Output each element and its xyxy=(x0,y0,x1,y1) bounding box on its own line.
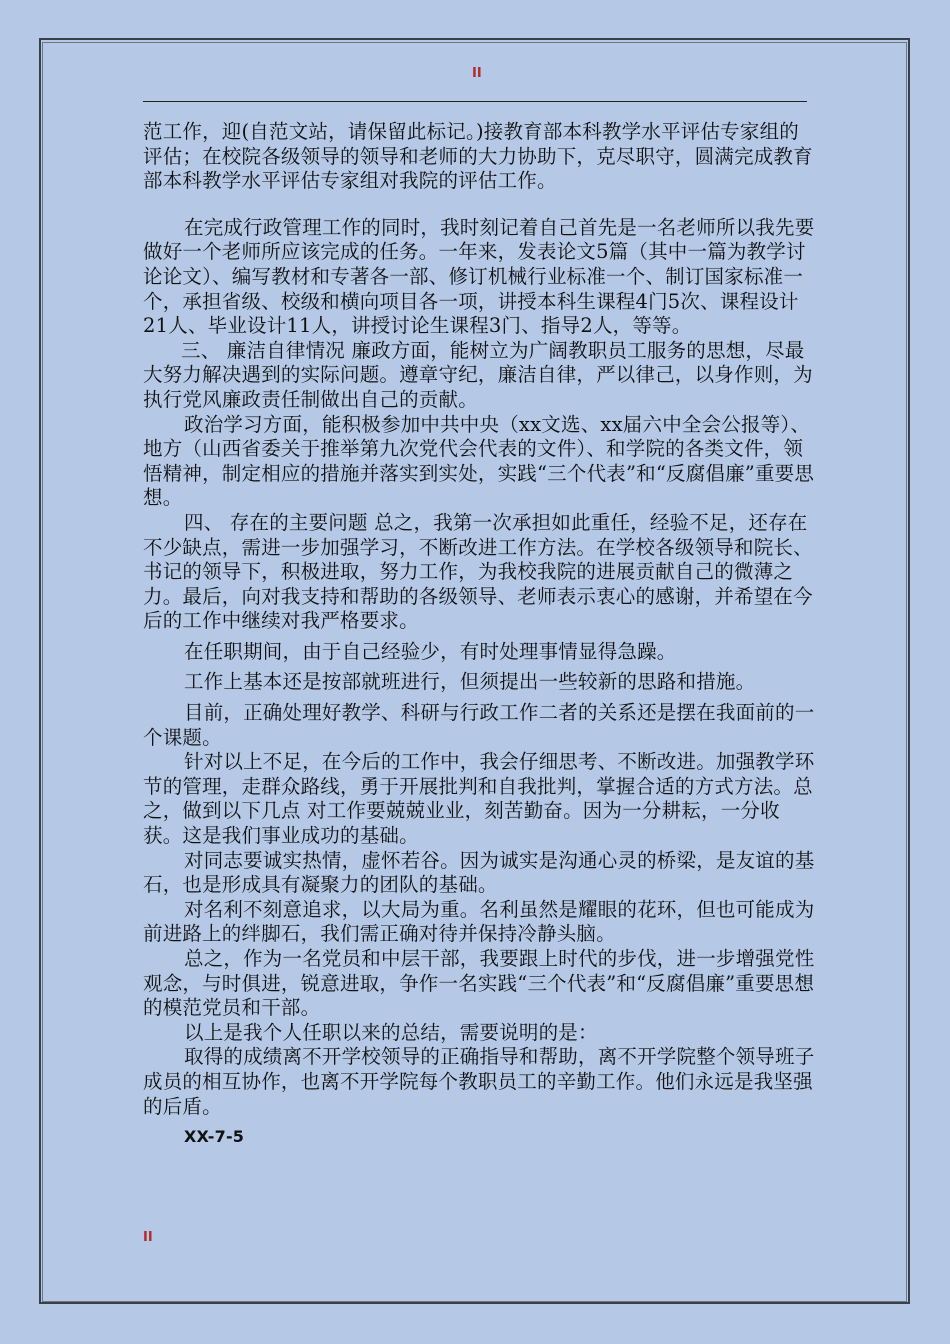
paragraph: 三、 廉洁自律情况 廉政方面，能树立为广阔教职员工服务的思想，尽最大努力解决遇到的实际问题。遵章守纪，廉洁自律，严以律己，以身作则，为执行党风廉政责任制做出自己的贡献。 xyxy=(143,338,813,411)
paragraph: 四、 存在的主要问题 总之，我第一次承担如此重任，经验不足，还存在不少缺点，需进一步加强学习，不断改进工作方法。在学校各级领导和院长、书记的领导下，积极进取，努力工作，为我校我院的进展贡献自己的微薄之力。最后，向对我支持和帮助的各级领导、老师表示衷心的感谢，并希望在今后的工作中继续对我严格要求。 xyxy=(143,510,813,633)
header-rule xyxy=(143,101,807,102)
document-page xyxy=(143,60,815,1260)
paragraph: 对名利不刻意追求，以大局为重。名利虽然是耀眼的花环，但也可能成为前进路上的绊脚石，我们需正确对待并保持冷静头脑。 xyxy=(143,897,815,946)
paragraph: 对同志要诚实热情，虚怀若谷。因为诚实是沟通心灵的桥梁，是友谊的基石，也是形成具有凝聚力的团队的基础。 xyxy=(143,848,815,897)
footer-mark: II xyxy=(143,1230,153,1245)
paragraph: 在任职期间，由于自己经验少，有时处理事情显得急躁。 xyxy=(184,639,677,663)
paragraph: 在完成行政管理工作的同时，我时刻记着自己首先是一名老师所以我先要做好一个老师所应该完成的任务。一年来，发表论文5篇（其中一篇为教学讨论论文）、编写教材和专著各一部、修订机械行业标准一个、制订国家标准一个，承担省级、校级和横向项目各一项，讲授本科生课程4门5次、课程设计21人、毕业设计11人，讲授讨论生课程3门、指导2人，等等。 xyxy=(143,215,815,338)
header-mark: II xyxy=(472,66,482,81)
paragraph: 目前，正确处理好教学、科研与行政工作二者的关系还是摆在我面前的一个课题。 xyxy=(143,701,815,749)
paragraph: 政治学习方面，能积极参加中共中央（xx文选、xx届六中全会公报等）、地方（山西省委关于推举第九次党代会代表的文件）、和学院的各类文件，领悟精神，制定相应的措施并落实到实处，实践“三个代表”和“反腐倡廉”重要思想。 xyxy=(143,412,815,510)
document-body xyxy=(143,120,815,1150)
paragraph: 以上是我个人任职以来的总结，需要说明的是： xyxy=(184,1020,598,1044)
paragraph: 工作上基本还是按部就班进行，但须提出一些较新的思路和措施。 xyxy=(184,670,756,694)
document-date: XX-7-5 xyxy=(184,1127,245,1147)
paragraph: 总之，作为一名党员和中层干部，我要跟上时代的步伐，进一步增强党性观念，与时俱进，锐意进取，争作一名实践“三个代表”和“反腐倡廉”重要思想的模范党员和干部。 xyxy=(143,947,815,1020)
paragraph: 范工作，迎(自范文站，请保留此标记。)接教育部本科教学水平评估专家组的评估；在校院各级领导的领导和老师的大力协助下，克尽职守，圆满完成教育部本科教学水平评估专家组对我院的评估工作。 xyxy=(143,120,813,193)
paragraph: 针对以上不足，在今后的工作中，我会仔细思考、不断改进。加强教学环节的管理，走群众路线，勇于开展批判和自我批判，掌握合适的方式方法。总之，做到以下几点 对工作要兢兢业业，刻苦勤奋。因为一分耕耘，一分收获。这是我们事业成功的基础。 xyxy=(143,750,815,848)
paragraph: 取得的成绩离不开学校领导的正确指导和帮助，离不开学院整个领导班子成员的相互协作，也离不开学院每个教职员工的辛勤工作。他们永远是我坚强的后盾。 xyxy=(143,1045,815,1118)
